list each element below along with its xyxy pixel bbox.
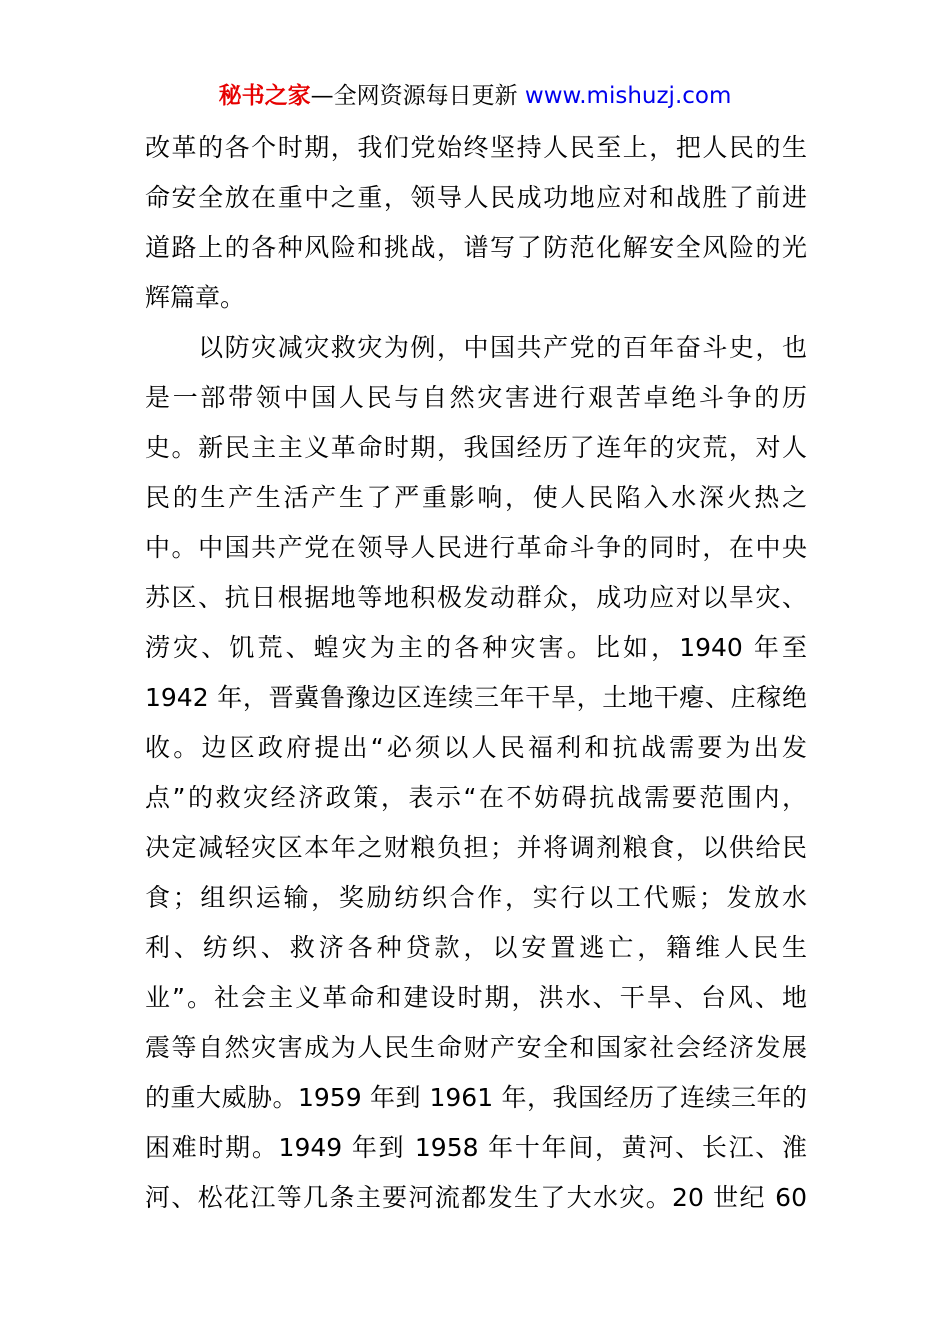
brand-name: 秘书之家 — [218, 83, 311, 109]
text-line: 业”。社会主义革命和建设时期，洪水、干旱、台风、地 — [145, 983, 807, 1012]
text-line: 辉篇章。 — [145, 283, 246, 312]
text-line: 的重大威胁。1959 年到 1961 年，我国经历了连续三年的 — [145, 1083, 807, 1112]
header-tagline: —全网资源每日更新 — [310, 83, 525, 109]
text-line: 利、纺织、救济各种贷款，以安置逃亡，籍维人民生 — [145, 933, 807, 962]
text-line: 道路上的各种风险和挑战，谱写了防范化解安全风险的光 — [145, 233, 807, 262]
text-line: 改革的各个时期，我们党始终坚持人民至上，把人民的生 — [145, 133, 807, 162]
text-line: 收。边区政府提出“必须以人民福利和抗战需要为出发 — [145, 733, 807, 762]
text-line: 苏区、抗日根据地等地积极发动群众，成功应对以旱灾、 — [145, 583, 807, 612]
text-line: 命安全放在重中之重，领导人民成功地应对和战胜了前进 — [145, 183, 807, 212]
text-line: 涝灾、饥荒、蝗灾为主的各种灾害。比如，1940 年至 — [145, 633, 807, 662]
page-header — [0, 80, 950, 112]
text-line: 史。新民主主义革命时期，我国经历了连年的灾荒，对人 — [145, 433, 807, 462]
website-link[interactable]: www.mishuzj.com — [524, 83, 732, 109]
text-line: 以防灾减灾救灾为例，中国共产党的百年奋斗史，也 — [145, 333, 807, 362]
text-line: 食；组织运输，奖励纺织合作，实行以工代赈；发放水 — [145, 883, 807, 912]
text-line: 是一部带领中国人民与自然灾害进行艰苦卓绝斗争的历 — [145, 383, 807, 412]
text-line: 震等自然灾害成为人民生命财产安全和国家社会经济发展 — [145, 1033, 807, 1062]
text-line: 河、松花江等几条主要河流都发生了大水灾。20 世纪 60 — [145, 1183, 807, 1212]
text-line: 点”的救灾经济政策，表示“在不妨碍抗战需要范围内， — [145, 783, 807, 812]
text-line: 中。中国共产党在领导人民进行革命斗争的同时，在中央 — [145, 533, 807, 562]
text-line: 决定减轻灾区本年之财粮负担；并将调剂粮食，以供给民 — [145, 833, 807, 862]
text-line: 困难时期。1949 年到 1958 年十年间，黄河、长江、淮 — [145, 1133, 807, 1162]
text-line: 1942 年，晋冀鲁豫边区连续三年干旱，土地干瘪、庄稼绝 — [145, 683, 807, 712]
text-line: 民的生产生活产生了严重影响，使人民陷入水深火热之 — [145, 483, 807, 512]
